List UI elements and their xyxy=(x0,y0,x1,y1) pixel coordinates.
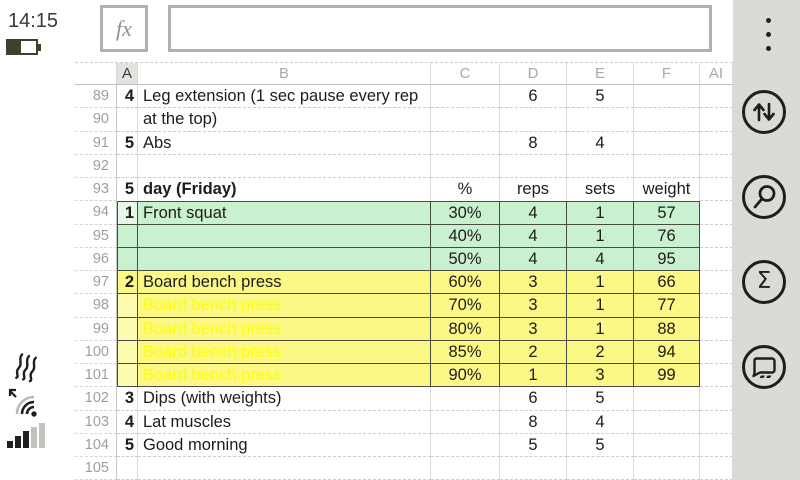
cell-A92[interactable] xyxy=(117,155,138,178)
formula-bar xyxy=(168,5,712,52)
cell-A98[interactable] xyxy=(117,294,138,317)
column-header-F[interactable]: F xyxy=(634,63,700,85)
wifi-activity-icon xyxy=(6,386,42,425)
cell-AI105[interactable] xyxy=(700,457,733,480)
cell-A90[interactable] xyxy=(117,108,138,131)
cell-B98[interactable]: Board bench press xyxy=(138,294,431,317)
cell-C90[interactable] xyxy=(431,108,500,131)
cell-B105[interactable] xyxy=(138,457,431,480)
formula-input[interactable] xyxy=(171,8,709,49)
cell-AI100[interactable] xyxy=(700,341,733,364)
cell-A91[interactable]: 5 xyxy=(117,132,138,155)
search-button[interactable] xyxy=(742,175,786,219)
keyboard-button[interactable] xyxy=(742,345,786,389)
cell-B91[interactable]: Abs xyxy=(138,132,431,155)
column-header-AI[interactable]: AI xyxy=(700,63,733,85)
cell-E95[interactable]: 1 xyxy=(567,225,634,248)
row-header-96[interactable]: 96 xyxy=(75,248,117,271)
cell-D101[interactable]: 1 xyxy=(500,364,567,387)
cell-C102[interactable] xyxy=(431,387,500,410)
cell-AI94[interactable] xyxy=(700,201,733,224)
column-header-A[interactable]: A xyxy=(117,63,138,85)
column-header-D[interactable]: D xyxy=(500,63,567,85)
clock: 14:15 xyxy=(8,10,59,32)
cell-D92[interactable] xyxy=(500,155,567,178)
cell-A102[interactable]: 3 xyxy=(117,387,138,410)
row-header-90[interactable]: 90 xyxy=(75,108,117,131)
row-header-104[interactable]: 104 xyxy=(75,434,117,457)
cell-AI101[interactable] xyxy=(700,364,733,387)
vibrate-icon xyxy=(12,352,42,389)
cell-A94[interactable]: 1 xyxy=(117,201,138,224)
cell-E103[interactable]: 4 xyxy=(567,411,634,434)
cell-A89[interactable]: 4 xyxy=(117,85,138,108)
sigma-icon: Σ xyxy=(756,267,772,294)
row-header-103[interactable]: 103 xyxy=(75,411,117,434)
cell-AI92[interactable] xyxy=(700,155,733,178)
search-icon xyxy=(749,182,779,212)
cell-F103[interactable] xyxy=(634,411,700,434)
cell-B90[interactable]: at the top) xyxy=(138,108,431,131)
column-header-C[interactable]: C xyxy=(431,63,500,85)
cell-D97[interactable]: 3 xyxy=(500,271,567,294)
cell-F91[interactable] xyxy=(634,132,700,155)
signal-strength-icon xyxy=(7,422,47,455)
cell-C95[interactable]: 40% xyxy=(431,225,500,248)
cell-F89[interactable] xyxy=(634,85,700,108)
cell-F99[interactable]: 88 xyxy=(634,318,700,341)
column-header-B[interactable]: B xyxy=(138,63,431,85)
row-header-89[interactable]: 89 xyxy=(75,85,117,108)
cell-F90[interactable] xyxy=(634,108,700,131)
cell-E89[interactable]: 5 xyxy=(567,85,634,108)
cell-F94[interactable]: 57 xyxy=(634,201,700,224)
row-header-101[interactable]: 101 xyxy=(75,364,117,387)
cell-D99[interactable]: 3 xyxy=(500,318,567,341)
cell-AI103[interactable] xyxy=(700,411,733,434)
battery-fill xyxy=(8,41,21,53)
cell-A99[interactable] xyxy=(117,318,138,341)
cell-B102[interactable]: Dips (with weights) xyxy=(138,387,431,410)
cell-A93[interactable]: 5 xyxy=(117,178,138,201)
cell-AI96[interactable] xyxy=(700,248,733,271)
row-header-91[interactable]: 91 xyxy=(75,132,117,155)
cell-C92[interactable] xyxy=(431,155,500,178)
cell-E100[interactable]: 2 xyxy=(567,341,634,364)
cell-B93[interactable]: day (Friday) xyxy=(138,178,431,201)
cell-E104[interactable]: 5 xyxy=(567,434,634,457)
keyboard-icon xyxy=(747,350,781,384)
cell-C89[interactable] xyxy=(431,85,500,108)
sort-button[interactable] xyxy=(742,90,786,134)
cell-D94[interactable]: 4 xyxy=(500,201,567,224)
cell-B97[interactable]: Board bench press xyxy=(138,271,431,294)
cell-E93[interactable]: sets xyxy=(567,178,634,201)
cell-C99[interactable]: 80% xyxy=(431,318,500,341)
cell-C97[interactable]: 60% xyxy=(431,271,500,294)
cell-B95[interactable] xyxy=(138,225,431,248)
cell-AI89[interactable] xyxy=(700,85,733,108)
cell-AI91[interactable] xyxy=(700,132,733,155)
cell-A95[interactable] xyxy=(117,225,138,248)
cell-C105[interactable] xyxy=(431,457,500,480)
cell-F95[interactable]: 76 xyxy=(634,225,700,248)
cell-B96[interactable] xyxy=(138,248,431,271)
up-down-arrows-icon xyxy=(749,97,779,127)
row-header-97[interactable]: 97 xyxy=(75,271,117,294)
cell-C96[interactable]: 50% xyxy=(431,248,500,271)
cell-D89[interactable]: 6 xyxy=(500,85,567,108)
row-header-94[interactable]: 94 xyxy=(75,201,117,224)
cell-F104[interactable] xyxy=(634,434,700,457)
cell-A100[interactable] xyxy=(117,341,138,364)
cell-A101[interactable] xyxy=(117,364,138,387)
cell-E98[interactable]: 1 xyxy=(567,294,634,317)
battery-nub xyxy=(38,44,41,51)
cell-F105[interactable] xyxy=(634,457,700,480)
battery-icon xyxy=(6,39,38,55)
row-header-93[interactable]: 93 xyxy=(75,178,117,201)
ellipsis-vertical-icon[interactable] xyxy=(766,18,772,60)
cell-E94[interactable]: 1 xyxy=(567,201,634,224)
cell-E92[interactable] xyxy=(567,155,634,178)
cell-AI99[interactable] xyxy=(700,318,733,341)
cell-B101[interactable]: Board bench press xyxy=(138,364,431,387)
cell-E97[interactable]: 1 xyxy=(567,271,634,294)
cell-D104[interactable]: 5 xyxy=(500,434,567,457)
row-header-95[interactable]: 95 xyxy=(75,225,117,248)
cell-AI98[interactable] xyxy=(700,294,733,317)
row-header-98[interactable]: 98 xyxy=(75,294,117,317)
cell-A104[interactable]: 5 xyxy=(117,434,138,457)
cell-D90[interactable] xyxy=(500,108,567,131)
cell-D102[interactable]: 6 xyxy=(500,387,567,410)
cell-C98[interactable]: 70% xyxy=(431,294,500,317)
cell-A105[interactable] xyxy=(117,457,138,480)
cell-AI93[interactable] xyxy=(700,178,733,201)
cell-C100[interactable]: 85% xyxy=(431,341,500,364)
row-header-99[interactable]: 99 xyxy=(75,318,117,341)
cell-E105[interactable] xyxy=(567,457,634,480)
cell-C104[interactable] xyxy=(431,434,500,457)
cell-C93[interactable]: % xyxy=(431,178,500,201)
cell-E91[interactable]: 4 xyxy=(567,132,634,155)
cell-E90[interactable] xyxy=(567,108,634,131)
cell-B103[interactable]: Lat muscles xyxy=(138,411,431,434)
cell-B104[interactable]: Good morning xyxy=(138,434,431,457)
cell-C91[interactable] xyxy=(431,132,500,155)
row-header-92[interactable]: 92 xyxy=(75,155,117,178)
fx-button[interactable]: fx xyxy=(100,5,148,52)
cell-AI95[interactable] xyxy=(700,225,733,248)
cell-D95[interactable]: 4 xyxy=(500,225,567,248)
cell-F97[interactable]: 66 xyxy=(634,271,700,294)
cell-AI90[interactable] xyxy=(700,108,733,131)
cell-B89[interactable]: Leg extension (1 sec pause every rep xyxy=(138,85,431,108)
cell-AI104[interactable] xyxy=(700,434,733,457)
cell-D103[interactable]: 8 xyxy=(500,411,567,434)
cell-AI102[interactable] xyxy=(700,387,733,410)
cell-F101[interactable]: 99 xyxy=(634,364,700,387)
cell-F100[interactable]: 94 xyxy=(634,341,700,364)
cell-C101[interactable]: 90% xyxy=(431,364,500,387)
cell-F96[interactable]: 95 xyxy=(634,248,700,271)
cell-F98[interactable]: 77 xyxy=(634,294,700,317)
row-header-105[interactable]: 105 xyxy=(75,457,117,480)
cell-F92[interactable] xyxy=(634,155,700,178)
cell-F102[interactable] xyxy=(634,387,700,410)
cell-E102[interactable]: 5 xyxy=(567,387,634,410)
cell-A97[interactable]: 2 xyxy=(117,271,138,294)
select-all-corner[interactable] xyxy=(75,63,117,85)
cell-C103[interactable] xyxy=(431,411,500,434)
row-header-100[interactable]: 100 xyxy=(75,341,117,364)
cell-AI97[interactable] xyxy=(700,271,733,294)
cell-E99[interactable]: 1 xyxy=(567,318,634,341)
cell-B99[interactable]: Board bench press xyxy=(138,318,431,341)
cell-D105[interactable] xyxy=(500,457,567,480)
cell-B94[interactable]: Front squat xyxy=(138,201,431,224)
cell-D96[interactable]: 4 xyxy=(500,248,567,271)
cell-D91[interactable]: 8 xyxy=(500,132,567,155)
cell-B100[interactable]: Board bench press xyxy=(138,341,431,364)
cell-E101[interactable]: 3 xyxy=(567,364,634,387)
cell-A103[interactable]: 4 xyxy=(117,411,138,434)
cell-C94[interactable]: 30% xyxy=(431,201,500,224)
cell-F93[interactable]: weight xyxy=(634,178,700,201)
cell-E96[interactable]: 4 xyxy=(567,248,634,271)
cell-B92[interactable] xyxy=(138,155,431,178)
cell-A96[interactable] xyxy=(117,248,138,271)
cell-D93[interactable]: reps xyxy=(500,178,567,201)
cell-D100[interactable]: 2 xyxy=(500,341,567,364)
app-bar xyxy=(733,0,800,480)
spreadsheet-grid xyxy=(75,62,733,480)
cell-D98[interactable]: 3 xyxy=(500,294,567,317)
row-header-102[interactable]: 102 xyxy=(75,387,117,410)
column-header-E[interactable]: E xyxy=(567,63,634,85)
autosum-button[interactable] xyxy=(742,260,786,304)
